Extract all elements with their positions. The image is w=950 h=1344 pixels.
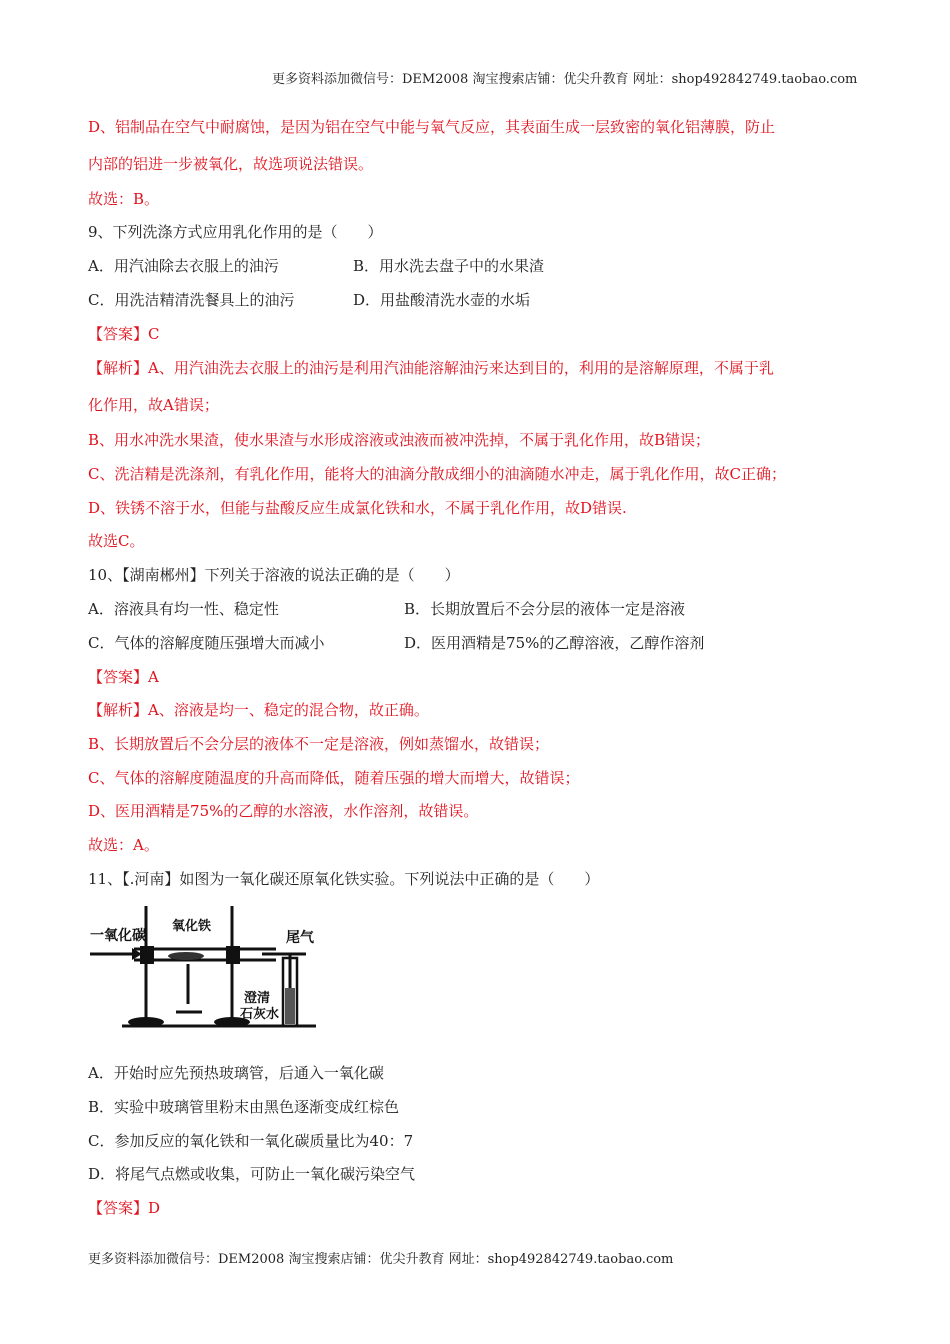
q11-option-a: A．开始时应先预热玻璃管，后通入一氧化碳 <box>88 1064 384 1082</box>
q10-stem: 10、【湖南郴州】下列关于溶液的说法正确的是（ ） <box>88 566 460 584</box>
q11-option-c: C．参加反应的氧化铁和一氧化碳质量比为40：7 <box>88 1132 414 1150</box>
label-tail-gas: 尾气 <box>286 930 314 946</box>
q9-answer: 【答案】C <box>88 325 160 343</box>
q9-explanation-1: 【解析】A、用汽油洗去衣服上的油污是利用汽油能溶解油污来达到目的，利用的是溶解原理，不属于乳 <box>88 359 774 377</box>
q9-stem: 9、下列洗涤方式应用乳化作用的是（ ） <box>88 223 383 241</box>
q9-option-b: B．用水洗去盘子中的水果渣 <box>353 257 545 275</box>
q10-explanation-1: 【解析】A、溶液是均一、稳定的混合物，故正确。 <box>88 701 429 719</box>
q10-option-a: A．溶液具有均一性、稳定性 <box>88 600 279 618</box>
left-clamp <box>140 946 154 964</box>
q10-explanation-2: B、长期放置后不会分层的液体不一定是溶液，例如蒸馏水，故错误； <box>88 735 550 753</box>
q9-explanation-3: C、洗洁精是洗涤剂，有乳化作用，能将大的油滴分散成细小的油滴随水冲走，属于乳化作用，故C正确； <box>88 465 786 483</box>
page-header: 更多资料添加微信号：DEM2008 淘宝搜索店铺：优尖升教育 网址：shop492842749.taobao.com <box>272 72 858 87</box>
q9-choice: 故选C。 <box>88 532 145 550</box>
right-clamp <box>226 946 240 964</box>
q11-stem: 11、【.河南】如图为一氧化碳还原氧化铁实验。下列说法中正确的是（ ） <box>88 870 600 888</box>
prev-explanation-d-line2: 内部的铝进一步被氧化，故选项说法错误。 <box>88 155 374 173</box>
q9-option-d: D．用盐酸清洗水壶的水垢 <box>353 291 531 309</box>
q11-answer: 【答案】D <box>88 1199 161 1217</box>
q10-explanation-3: C、气体的溶解度随温度的升高而降低，随着压强的增大而增大，故错误； <box>88 769 580 787</box>
q10-option-d: D．医用酒精是75%的乙醇溶液，乙醇作溶剂 <box>404 634 705 652</box>
q9-option-a: A．用汽油除去衣服上的油污 <box>88 257 279 275</box>
co-reduction-apparatus-figure <box>86 898 322 1034</box>
label-iron-oxide: 氧化铁 <box>172 919 212 934</box>
q10-choice: 故选：A。 <box>88 836 159 854</box>
q9-option-c: C．用洗洁精清洗餐具上的油污 <box>88 291 295 309</box>
q10-answer: 【答案】A <box>88 668 159 686</box>
prev-choice: 故选：B。 <box>88 190 160 208</box>
q9-explanation-1b: 化作用，故A错误； <box>88 396 219 414</box>
prev-explanation-d-line1: D、铝制品在空气中耐腐蚀，是因为铝在空气中能与氧气反应，其表面生成一层致密的氧化铝薄膜，防止 <box>88 118 776 136</box>
q10-option-c: C．气体的溶解度随压强增大而减小 <box>88 634 325 652</box>
label-clear: 澄清 <box>244 991 271 1006</box>
label-limewater: 石灰水 <box>240 1007 280 1022</box>
iron-oxide-powder <box>168 952 204 960</box>
q11-option-d: D．将尾气点燃或收集，可防止一氧化碳污染空气 <box>88 1165 416 1183</box>
q10-option-b: B．长期放置后不会分层的液体一定是溶液 <box>404 600 686 618</box>
q11-option-b: B．实验中玻璃管里粉末由黑色逐渐变成红棕色 <box>88 1098 400 1116</box>
page-footer: 更多资料添加微信号：DEM2008 淘宝搜索店铺：优尖升教育 网址：shop492842749.taobao.com <box>88 1252 674 1267</box>
limewater <box>285 988 295 1024</box>
left-stand-base <box>128 1017 164 1027</box>
q9-explanation-4: D、铁锈不溶于水，但能与盐酸反应生成氯化铁和水，不属于乳化作用，故D错误. <box>88 499 627 517</box>
q10-explanation-4: D、医用酒精是75%的乙醇的水溶液，水作溶剂，故错误。 <box>88 802 479 820</box>
label-carbon-monoxide: 一氧化碳 <box>90 928 146 944</box>
q9-explanation-2: B、用水冲洗水果渣，使水果渣与水形成溶液或浊液而被冲洗掉，不属于乳化作用，故B错误； <box>88 431 711 449</box>
